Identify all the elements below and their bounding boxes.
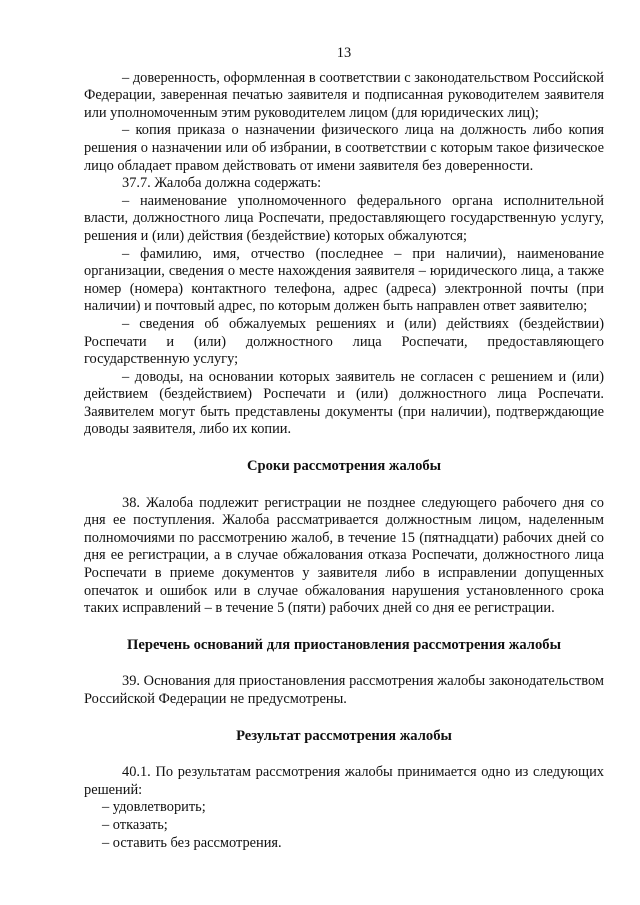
paragraph: – сведения об обжалуемых решениях и (или) действиях (бездействии) Роспечати и (или) должностного лица Роспечати, предоставляющего государственную услугу; [84, 315, 604, 368]
paragraph: 38. Жалоба подлежит регистрации не позднее следующего рабочего дня со дня ее поступления. Жалоба рассматривается должностным лицом, наделенным полномочиями по рассмотрению жалоб, в течение 15 (пятнадцати) рабочих дней со дня ее регистрации, а в случае обжалования отказа Роспечати, должностного лица Роспечати в приеме документов у заявителя либо в исправлении допущенных опечаток и ошибок или в случае обжалования нарушения установленного срока таких исправлений – в течение 5 (пяти) рабочих дней со дня ее регистрации. [84, 494, 604, 617]
paragraph: 37.7. Жалоба должна содержать: [122, 175, 322, 192]
paragraph: – фамилию, имя, отчество (последнее – при наличии), наименование организации, сведения о месте нахождения заявителя – юридического лица, а также номер (номера) контактного телефона, адрес (адреса) электронной почты (при наличии) и почтовый адрес, по которым должен быть направлен ответ заявителю; [84, 245, 604, 315]
paragraph: – наименование уполномоченного федерального органа исполнительной власти, должностного лица Роспечати, предоставляющего государственную услугу, решения и (или) действия (бездействие) которых обжалуются; [84, 192, 604, 244]
paragraph: 40.1. По результатам рассмотрения жалобы принимается одно из следующих решений: [84, 764, 604, 798]
paragraph: – копия приказа о назначении физического лица на должность либо копия решения о назначении или об избрании, в соответствии с которым такое физическое лицо обладает правом действовать от имени заявителя без доверенности. [84, 122, 604, 174]
section-heading: Результат рассмотрения жалобы [236, 727, 452, 744]
list-item: – оставить без рассмотрения. [102, 834, 282, 851]
paragraph: – доверенность, оформленная в соответствии с законодательством Российской Федерации, заверенная печатью заявителя и подписанная руководителем заявителя или уполномоченным этим руководителем лицом (для юридических лиц); [84, 69, 604, 121]
list-item: – отказать; [102, 816, 168, 833]
paragraph: – доводы, на основании которых заявитель не согласен с решением и (или) действием (бездействием) Роспечати и (или) должностного лица Роспечати. Заявителем могут быть представлены документы (при наличии), подтверждающие доводы заявителя, либо их копии. [84, 368, 604, 438]
section-heading: Перечень оснований для приостановления рассмотрения жалобы [127, 636, 561, 653]
section-heading: Сроки рассмотрения жалобы [246, 458, 442, 475]
list-item: – удовлетворить; [102, 799, 206, 816]
page-number: 13 [336, 45, 352, 61]
paragraph: 39. Основания для приостановления рассмотрения жалобы законодательством Российской Федерации не предусмотрены. [84, 673, 604, 707]
document-page [84, 45, 604, 852]
